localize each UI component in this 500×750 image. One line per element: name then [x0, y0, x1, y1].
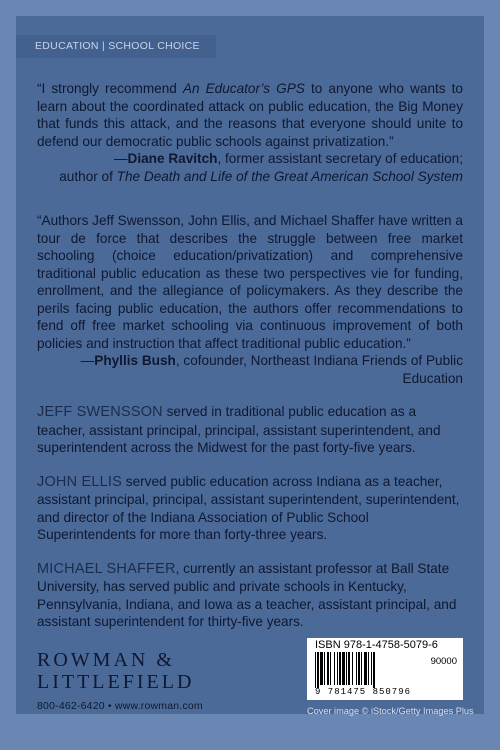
barcode-stripe [320, 652, 323, 685]
barcode-stripe [317, 652, 319, 688]
publisher-logo [37, 649, 257, 712]
barcode-stripe [327, 652, 329, 685]
barcode-stripe [334, 652, 335, 685]
barcode-stripe [352, 652, 353, 685]
category-band: EDUCATION | SCHOOL CHOICE [16, 35, 216, 58]
isbn-barcode [307, 638, 463, 700]
barcode-stripe [346, 652, 347, 685]
barcode-stripe [339, 652, 341, 685]
quote1-author: Diane Ravitch [127, 151, 218, 166]
endorsement-quote-2: “Authors Jeff Swensson, John Ellis, and Michael Shaffer have written a tour de force that describes the struggle between free market schooling (choice education/privatization) and comprehensive traditional public education as these two perspectives vie for funding, enrollment, and the allegiance of policymakers. As they describe the perils facing public education, the authors offer recommendations to fend off free market schooling via continuous improvement of both policies and instruction that affect traditional public education.” [37, 213, 463, 351]
barcode-stripe [348, 652, 350, 685]
barcode-stripe [342, 652, 345, 685]
publisher-name-line2: LITTLEFIELD [37, 671, 195, 693]
quote1-author-role: , former assistant secretary of education; [217, 151, 463, 166]
barcode-stripe [361, 652, 362, 685]
quote2-author-role: , cofounder, Northeast Indiana Friends of Public Education [175, 353, 463, 386]
barcode-stripe [315, 652, 316, 688]
barcode-stripe [337, 652, 338, 685]
author-bio-text: served in traditional public education as a teacher, assistant principal, principal, assistant superintendent, and superintendent across the Midwest for the past forty-five years. [37, 404, 441, 455]
author-bio-name: JOHN ELLIS [37, 473, 122, 490]
cover-image-credit: Cover image © iStock/Getty Images Plus [307, 706, 474, 716]
author-bio [37, 473, 463, 544]
barcode-stripe [358, 652, 360, 685]
price-code: 90000 [430, 656, 457, 667]
quote1-attribution-line2 [37, 168, 463, 186]
quote1-dash: — [113, 151, 128, 166]
author-bio-name: MICHAEL SHAFFER [37, 560, 176, 577]
quote1-line2-prefix: author of [59, 168, 117, 184]
barcode-stripe [371, 652, 372, 685]
author-bio [37, 560, 463, 631]
barcode-stripe [330, 652, 331, 685]
author-bio-text: , currently an assistant professor at Ball State University, has served public and private schools in Kentucky, Pennsylvania, Indiana, and Iowa as a teacher, assistant principal, and assistant superintendent for thirty-five years. [37, 560, 457, 629]
quote1-intro: “I strongly recommend [37, 81, 183, 96]
barcode-stripe [356, 652, 357, 685]
barcode-stripe [364, 652, 367, 685]
publisher-contact: 800-462-6420 • www.rowman.com [37, 700, 203, 712]
barcode-stripe [368, 652, 369, 685]
quote1-rest: to anyone who wants to learn about the coordinated attack on public education, the Big Money that funds this attack, and the reasons that everyone should unite to defend our democratic public schools against privatization.” [37, 81, 463, 149]
barcode-number: 9 781475 850796 [315, 687, 412, 697]
quote1-line2-title: The Death and Life of the Great American School System [116, 168, 463, 184]
quote2-dash: — [80, 353, 95, 368]
quote2-attribution [37, 352, 463, 387]
isbn-text: ISBN 978-1-4758-5079-6 [315, 639, 438, 651]
barcode-bars [315, 652, 421, 688]
quote1-attribution [37, 150, 463, 168]
author-bio [37, 403, 463, 457]
barcode-stripe [324, 652, 325, 685]
cover-text [37, 80, 463, 631]
barcode-stripe [373, 652, 375, 688]
publisher-name-line1: ROWMAN & [37, 649, 175, 671]
quote1-book-title: An Educator’s GPS [182, 81, 305, 96]
author-bio-name: JEFF SWENSSON [37, 404, 163, 420]
author-bio-text: served public education across Indiana as a teacher, assistant principal, principal, assistant superintendent, superintendent, and director of the Indiana Association of Public School Superintendents for more than forty-three years. [37, 473, 460, 542]
quote2-author: Phyllis Bush [94, 353, 176, 368]
endorsement-quote-1 [37, 80, 463, 150]
